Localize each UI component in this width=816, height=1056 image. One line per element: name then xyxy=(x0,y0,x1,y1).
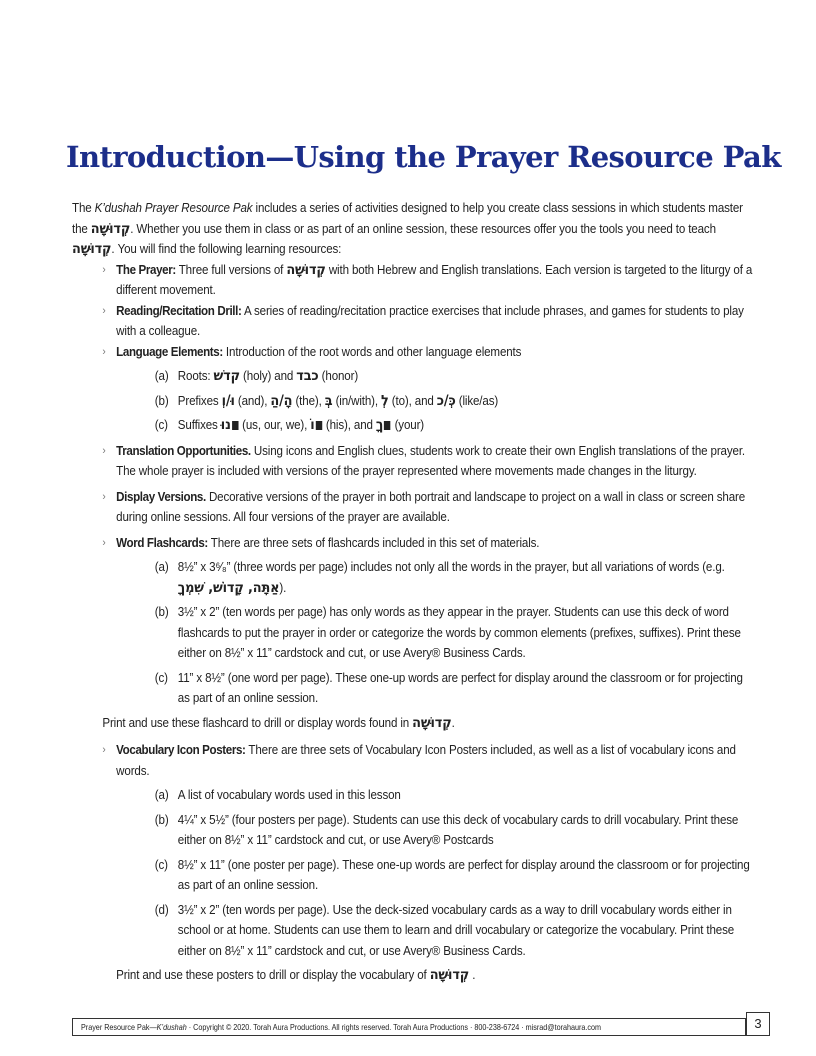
hebrew-prefix-like: כְּ/כ xyxy=(436,392,456,409)
resource-list xyxy=(102,260,752,709)
item-text: 3½” x 2” (ten words per page). Use the deck-sized vocabulary cards as a way to drill vocabulary words either in school or at home. Students can use them to learn and drill vocabulary or categorize the vocabulary. Print these either on 8½” x 11” cardstock and cut, or use Avery® Business Cards. xyxy=(177,902,735,958)
item-text: (and), xyxy=(234,393,271,408)
pak-name: K’dushah Prayer Resource Pak xyxy=(94,201,253,215)
hebrew-kdushah: קְדוּשָׁה xyxy=(412,714,452,731)
item-text: Suffixes xyxy=(177,418,221,432)
flashcard-item-b xyxy=(155,602,753,664)
footer-text xyxy=(81,1019,601,1035)
hebrew-kdushah: קְדוּשָׁה xyxy=(429,967,470,983)
item-text: (like/as) xyxy=(455,393,499,408)
footer-product-italic: K’dushah xyxy=(156,1022,187,1032)
language-item-prefixes xyxy=(155,391,753,412)
hebrew-word-examples: אַתָּה, קָדוֹשׁ, שִׁמְךָ xyxy=(177,579,280,596)
page-title: Introduction—Using the Prayer Resource Pak xyxy=(66,140,781,174)
resource-heading: Language Elements: xyxy=(116,344,223,359)
resource-text: Three full versions of xyxy=(175,262,287,277)
hebrew-prefix-and: וּ/וְ xyxy=(221,392,235,409)
resource-word-flashcards xyxy=(102,533,752,709)
resource-drill xyxy=(102,301,752,342)
resource-text: Introduction of the root words and other language elements xyxy=(222,344,522,359)
intro-text: The xyxy=(72,201,95,215)
hebrew-kdushah: קְדוּשָׁה xyxy=(72,241,112,257)
item-marker: (a) xyxy=(154,788,169,802)
placeholder-square-icon xyxy=(384,421,390,430)
resource-text: with both Hebrew and English translations. Each version is targeted to the liturgy of a different movement. xyxy=(116,262,753,297)
item-text: 4¼” x 5½” (four posters per page). Students can use this deck of vocabulary cards to drill vocabulary. Print these either on 8½” x 11” cardstock and cut, or use Avery® Postcards xyxy=(177,812,739,847)
item-text: (his), and xyxy=(322,418,376,432)
item-text: Roots: xyxy=(177,369,214,383)
poster-item-a xyxy=(155,785,753,806)
item-marker: (c) xyxy=(154,857,168,872)
resource-heading: Translation Opportunities. xyxy=(116,443,251,458)
item-marker: (c) xyxy=(154,670,168,685)
hebrew-suffix-us: נוּ xyxy=(220,417,231,433)
item-text: (honor) xyxy=(318,369,359,383)
language-elements-list xyxy=(155,366,753,436)
intro-text: includes a series of activities designed to help you create class sessions in which students master the xyxy=(72,201,743,236)
item-text: 8½” x 11” (one poster per page). These one-up words are perfect for display around the classroom or for projecting as part of an online session. xyxy=(177,857,750,892)
hebrew-prefix-in: בְּ xyxy=(324,392,333,409)
page-number: 3 xyxy=(746,1012,770,1036)
resource-display-versions xyxy=(102,487,752,528)
item-marker: (b) xyxy=(154,393,169,408)
placeholder-square-icon xyxy=(315,421,321,430)
note-text: . xyxy=(451,715,455,730)
item-marker: (b) xyxy=(154,605,169,619)
language-item-suffixes xyxy=(155,415,753,436)
posters-list xyxy=(155,785,753,961)
hebrew-root-kvd: כבד xyxy=(296,368,319,384)
poster-item-c xyxy=(155,855,753,896)
resource-language-elements xyxy=(102,342,752,436)
footer-copyright xyxy=(72,1018,746,1036)
resource-heading: Word Flashcards: xyxy=(116,535,208,550)
resource-vocabulary-posters xyxy=(102,740,752,961)
item-text: (in/with), xyxy=(332,393,382,408)
hebrew-root-kdsh: קדשׁ xyxy=(213,368,240,384)
item-marker: (a) xyxy=(154,369,169,383)
item-text: (your) xyxy=(391,418,425,432)
resource-heading: Reading/Recitation Drill: xyxy=(116,303,242,318)
resource-translation xyxy=(102,441,752,482)
note-text: . xyxy=(469,968,476,982)
flashcard-item-c xyxy=(155,668,753,709)
hebrew-prefix-to: לְ xyxy=(381,392,389,409)
resource-text: There are three sets of Vocabulary Icon Posters included, as well as a list of vocabulary icons and words. xyxy=(116,743,736,778)
item-text: (the), xyxy=(292,393,325,408)
item-text: (holy) and xyxy=(239,369,297,383)
note-text: Print and use these flashcard to drill or display words found in xyxy=(102,715,413,730)
intro-text: . You will find the following learning resources: xyxy=(111,242,342,256)
document-body xyxy=(72,198,753,993)
footer-copyright-text: · Copyright © 2020. Torah Aura Productions. All rights reserved. Torah Aura Productions · 800-238-6724 · misrad@torahaura.com xyxy=(186,1022,602,1032)
intro-paragraph xyxy=(72,198,753,260)
language-item-roots xyxy=(155,366,753,387)
item-text: 3½” x 2” (ten words per page) has only words as they appear in the prayer. Students can use this deck of word flashcards to put the prayer in order or categorize the words by common elements (prefixes, suffixes). Print these either on 8½” x 11” cardstock and cut, or use Avery® Business Cards. xyxy=(177,605,741,660)
flashcard-item-a xyxy=(155,557,753,598)
item-text: 8½” x 3⁶⁄₈” (three words per page) includes not only all the words in the prayer, but all variations of words (e.g. xyxy=(177,560,725,574)
resource-text: A series of reading/recitation practice exercises that include phrases, and games for students to play with a colleague. xyxy=(116,303,744,338)
item-text: (us, our, we), xyxy=(239,418,311,432)
flashcards-note xyxy=(102,713,752,734)
poster-item-b xyxy=(155,810,753,851)
resource-text: Using icons and English clues, students work to create their own English translations of the prayer. The whole prayer is included with versions of the prayer represented where movements made changes in the liturgy. xyxy=(116,443,745,478)
resource-prayer xyxy=(102,260,752,301)
item-marker: (d) xyxy=(154,902,169,917)
item-text: ). xyxy=(279,580,287,595)
intro-text: . Whether you use them in class or as part of an online session, these resources offer you the tools you need to teach xyxy=(130,221,716,236)
note-text: Print and use these posters to drill or display the vocabulary of xyxy=(116,968,430,982)
hebrew-prefix-the: הָ/הַ xyxy=(270,392,293,409)
posters-note xyxy=(116,965,753,986)
item-marker: (a) xyxy=(154,560,169,574)
item-marker: (c) xyxy=(154,418,168,432)
resource-text: Decorative versions of the prayer in both portrait and landscape to project on a wall in class or screen share during online sessions. All four versions of the prayer are available. xyxy=(116,489,746,524)
placeholder-square-icon xyxy=(232,421,238,430)
resource-heading: The Prayer: xyxy=(116,262,176,277)
item-text: A list of vocabulary words used in this lesson xyxy=(177,788,401,802)
resource-text: There are three sets of flashcards included in this set of materials. xyxy=(207,535,540,550)
hebrew-suffix-his: וֹ xyxy=(310,417,315,433)
hebrew-kdushah: קְדוּשָׁה xyxy=(90,220,131,237)
resource-heading: Display Versions. xyxy=(116,489,206,504)
item-text: Prefixes xyxy=(177,393,222,408)
hebrew-kdushah: קְדוּשָׁה xyxy=(286,261,326,278)
hebrew-suffix-your: ךָ xyxy=(375,417,384,433)
item-marker: (b) xyxy=(154,812,169,827)
poster-item-d xyxy=(155,900,753,962)
flashcards-list xyxy=(155,557,753,709)
resource-heading: Vocabulary Icon Posters: xyxy=(116,743,246,757)
item-text: (to), and xyxy=(388,393,437,408)
resource-list-continued xyxy=(102,740,752,961)
footer-product: Prayer Resource Pak— xyxy=(81,1022,157,1032)
item-text: 11” x 8½” (one word per page). These one-up words are perfect for display around the classroom or for projecting as part of an online session. xyxy=(177,670,743,705)
